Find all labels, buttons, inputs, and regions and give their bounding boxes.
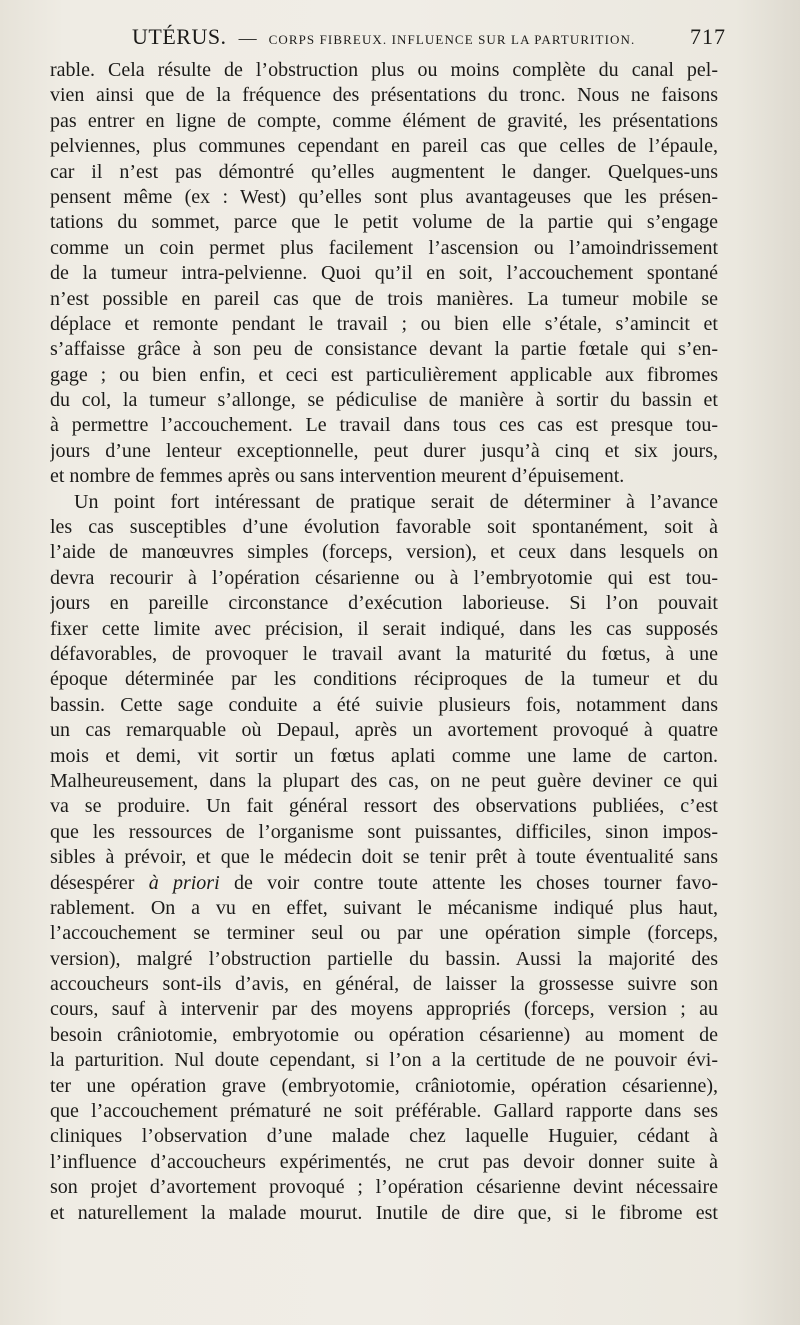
running-head-title-group — [50, 24, 635, 50]
text-line: ter une opération grave (embryotomie, crâniotomie, opération césarienne), — [50, 1074, 718, 1097]
text-line: rablement. On a vu en effet, suivant le mécanisme indiqué plus haut, — [50, 896, 718, 919]
running-head-title: UTÉRUS. — [132, 24, 227, 49]
text-line: jours en pareille circonstance d’exécution laborieuse. Si l’on pouvait — [50, 592, 718, 615]
text-line: Un point fort intéressant de pratique serait de déterminer à l’avance — [74, 490, 718, 513]
text-line: du col, la tumeur s’allonge, se pédiculise de manière à sortir du bassin et — [50, 389, 718, 412]
text-line: tations du sommet, parce que le petit volume de la partie qui s’engage — [50, 211, 718, 234]
text-line — [50, 871, 718, 896]
text-line: de la tumeur intra-pelvienne. Quoi qu’il en soit, l’accouchement spontané — [50, 262, 718, 285]
text-segment: désespérer — [50, 871, 135, 894]
running-head-dash: — — [238, 28, 257, 48]
text-line: l’influence d’accoucheurs expérimentés, ne crut pas devoir donner suite à — [50, 1150, 718, 1173]
text-line: vien ainsi que de la fréquence des présentations du tronc. Nous ne faisons — [50, 84, 718, 107]
text-line: pelviennes, plus communes cependant en pareil cas que celles de l’épaule, — [50, 135, 718, 158]
text-line: sibles à prévoir, et que le médecin doit se tenir prêt à toute éventualité sans — [50, 846, 718, 869]
text-line: fixer cette limite avec précision, il serait indiqué, dans les cas supposés — [50, 617, 718, 640]
text-line: son projet d’avortement provoqué ; l’opération césarienne devint nécessaire — [50, 1176, 718, 1199]
text-line: les cas susceptibles d’une évolution favorable soit spontanément, soit à — [50, 516, 718, 539]
text-line: un cas remarquable où Depaul, après un avortement provoqué à quatre — [50, 719, 718, 742]
text-line: Malheureusement, dans la plupart des cas, on ne peut guère deviner ce qui — [50, 769, 718, 792]
text-line: gage ; ou bien enfin, et ceci est particulièrement applicable aux fibromes — [50, 363, 718, 386]
text-line: déplace et remonte pendant le travail ; ou bien elle s’étale, s’amincit et — [50, 312, 718, 335]
text-line: époque déterminée par les conditions réciproques de la tumeur et du — [50, 668, 718, 691]
text-line: l’accouchement se terminer seul ou par une opération simple (forceps, — [50, 922, 718, 945]
text-line: s’affaisse grâce à son peu de consistance devant la partie fœtale qui s’en- — [50, 338, 718, 361]
text-line: n’est possible en pareil cas que de trois manières. La tumeur mobile se — [50, 287, 718, 310]
running-head-subtitle: CORPS FIBREUX. INFLUENCE SUR LA PARTURITION. — [268, 32, 636, 47]
text-line: la parturition. Nul doute cependant, si l’on a la certitude de ne pouvoir évi- — [50, 1049, 718, 1072]
text-line: et naturellement la malade mourut. Inutile de dire que, si le fibrome est — [50, 1201, 718, 1224]
text-line: pas entrer en ligne de compte, comme élément de gravité, les présentations — [50, 109, 718, 132]
text-line: va se produire. Un fait général ressort des observations publiées, c’est — [50, 795, 718, 818]
text-line: à permettre l’accouchement. Le travail dans tous ces cas est presque tou- — [50, 414, 718, 437]
text-line: bassin. Cette sage conduite a été suivie plusieurs fois, notamment dans — [50, 693, 718, 716]
text-line: l’aide de manœuvres simples (forceps, version), et ceux dans lesquels on — [50, 541, 718, 564]
text-line: jours d’une lenteur exceptionnelle, peut durer jusqu’à cinq et six jours, — [50, 439, 718, 462]
text-line: devra recourir à l’opération césarienne ou à l’embryotomie qui est tou- — [50, 566, 718, 589]
text-segment: de voir contre toute attente les choses tourner favo- — [233, 871, 718, 894]
italic-term: à priori — [148, 871, 220, 894]
text-line: pensent même (ex : West) qu’elles sont plus avantageuses que les présen- — [50, 185, 718, 208]
page-number: 717 — [690, 24, 726, 49]
text-line: comme un coin permet plus facilement l’ascension ou l’amoindrissement — [50, 236, 718, 259]
text-line: mois et demi, vit sortir un fœtus aplati comme une lame de carton. — [50, 744, 718, 767]
text-line: défavorables, de provoquer le travail avant la maturité du fœtus, à une — [50, 642, 718, 665]
text-line: version), malgré l’obstruction partielle du bassin. Aussi la majorité des — [50, 947, 718, 970]
text-line: besoin crâniotomie, embryotomie ou opération césarienne) au moment de — [50, 1023, 718, 1046]
text-line: cours, sauf à intervenir par des moyens appropriés (forceps, version ; au — [50, 998, 718, 1021]
text-line: et nombre de femmes après ou sans intervention meurent d’épuisement. — [50, 465, 625, 488]
text-line: que les ressources de l’organisme sont puissantes, difficiles, sinon impos- — [50, 820, 718, 843]
text-line: car il n’est pas démontré qu’elles augmentent le danger. Quelques-uns — [50, 160, 718, 183]
running-head — [50, 24, 726, 54]
text-line: que l’accouchement prématuré ne soit préférable. Gallard rapporte dans ses — [50, 1100, 718, 1123]
text-line: accoucheurs sont-ils d’avis, en général, de laisser la grossesse suivre son — [50, 973, 718, 996]
text-line: rable. Cela résulte de l’obstruction plus ou moins complète du canal pel- — [50, 59, 718, 81]
body-text — [50, 58, 718, 1226]
text-line: cliniques l’observation d’une malade chez laquelle Huguier, cédant à — [50, 1125, 718, 1148]
